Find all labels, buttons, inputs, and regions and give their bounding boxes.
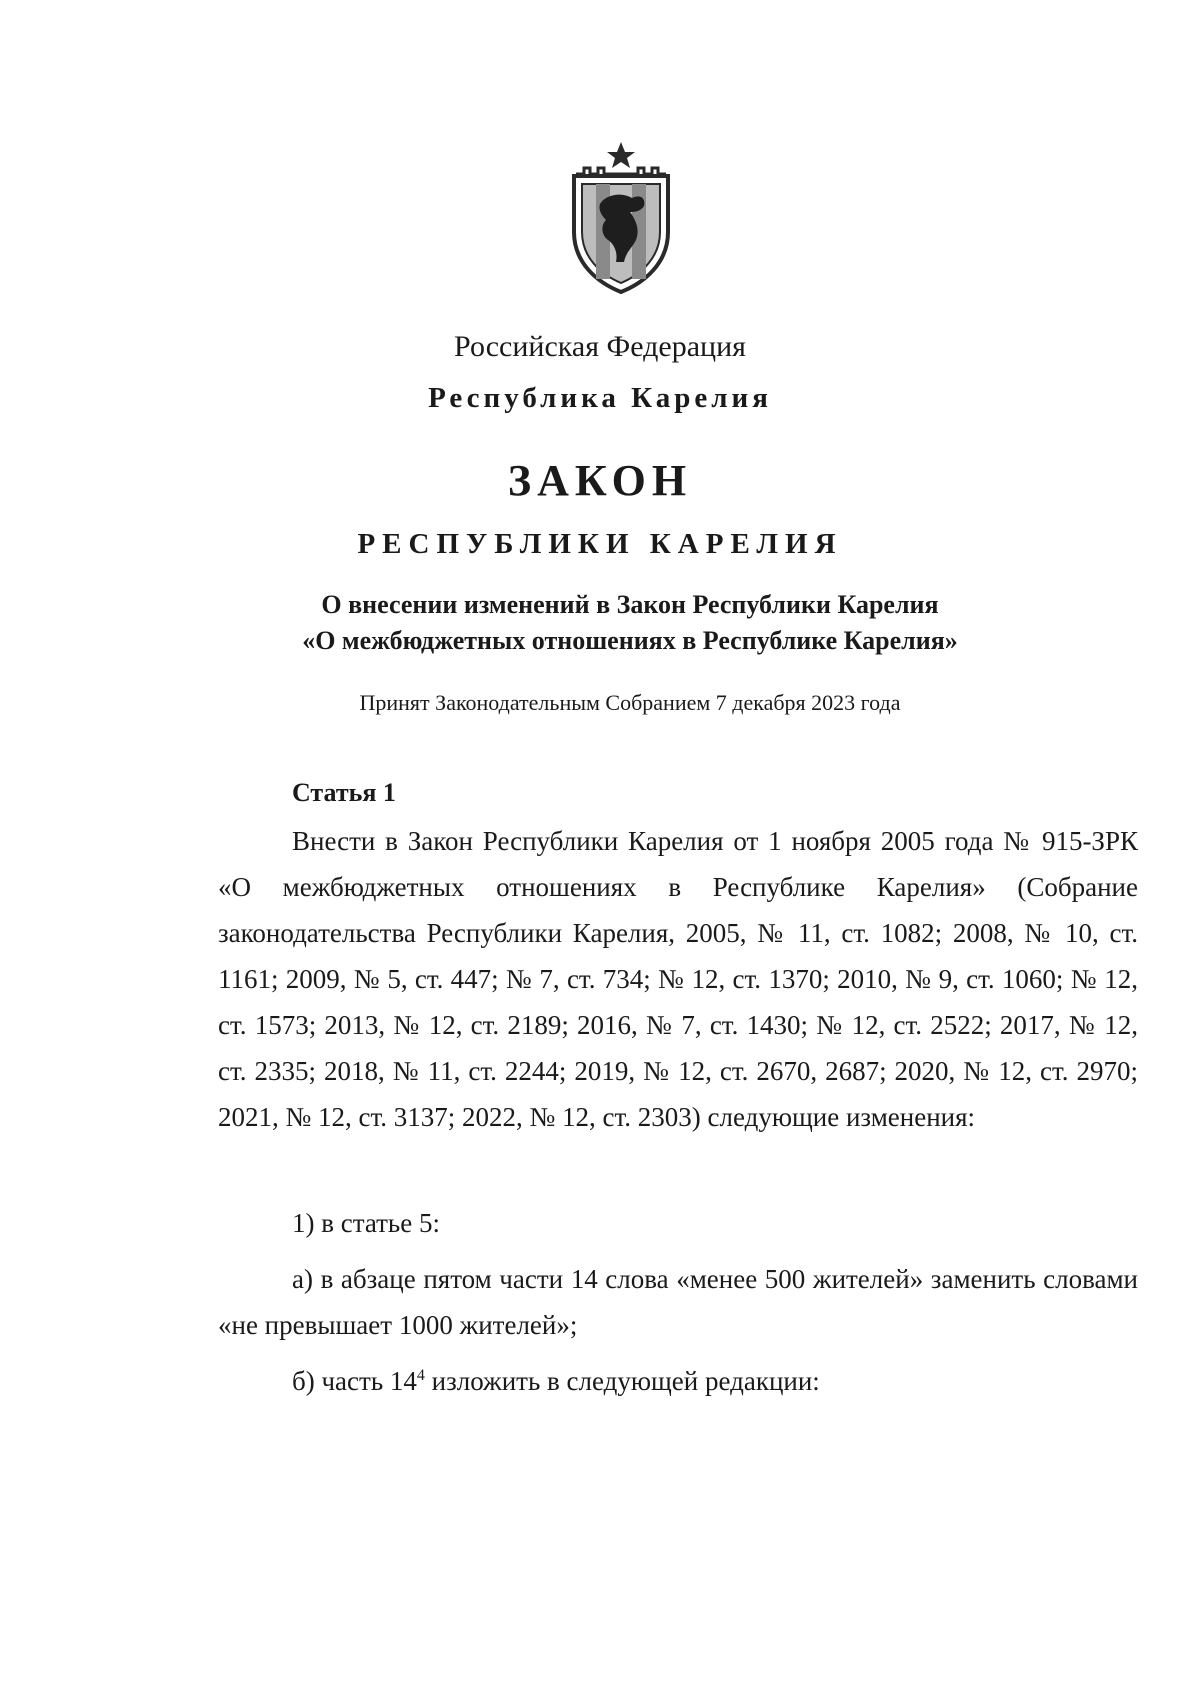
document-issuer: РЕСПУБЛИКИ КАРЕЛИЯ — [357, 528, 843, 560]
item-b-text — [218, 1358, 1138, 1404]
document-type: ЗАКОН — [507, 456, 693, 505]
item-1-text: 1) в статье 5: — [292, 1208, 440, 1238]
coat-of-arms-icon — [566, 140, 676, 296]
item-b-suffix: изложить в следующей редакции: — [424, 1366, 820, 1396]
item-a-text: а) в абзаце пятом части 14 слова «менее 500 жителей» заменить словами «не превышает 1000 жителей»; — [218, 1264, 1138, 1340]
country-name: Российская Федерация — [454, 330, 746, 363]
republic-name: Республика Карелия — [428, 382, 772, 414]
article-paragraph-main — [218, 818, 1138, 1140]
item-b-superscript: 4 — [416, 1367, 425, 1384]
adoption-date: Принят Законодательным Собранием 7 декабря 2023 года — [359, 690, 901, 715]
article-item-b — [218, 1358, 1138, 1404]
law-subject-line-1: О внесении изменений в Закон Республики Карелия — [321, 590, 939, 619]
article-main-text: Внести в Закон Республики Карелия от 1 ноября 2005 года № 915-ЗРК «О межбюджетных отношениях в Республике Карелия» (Собрание законодательства Республики Карелия, 2005, № 11, ст. 1082; 2008, № 10, ст. 1161; 2009, № 5, ст. 447; № 7, ст. 734; № 12, ст. 1370; 2010, № 9, ст. 1060; № 12, ст. 1573; 2013, № 12, ст. 2189; 2016, № 7, ст. 1430; № 12, ст. 2522; 2017, № 12, ст. 2335; 2018, № 11, ст. 2244; 2019, № 12, ст. 2670, 2687; 2020, № 12, ст. 2970; 2021, № 12, ст. 3137; 2022, № 12, ст. 2303) следующие изменения: — [218, 826, 1138, 1132]
law-subject-line-2: «О межбюджетных отношениях в Республике Карелия» — [302, 626, 958, 655]
article-item-1 — [218, 1200, 1138, 1246]
article-heading: Статья 1 — [292, 778, 396, 807]
item-b-prefix: б) часть 14 — [292, 1366, 417, 1396]
article-item-a — [218, 1256, 1138, 1348]
